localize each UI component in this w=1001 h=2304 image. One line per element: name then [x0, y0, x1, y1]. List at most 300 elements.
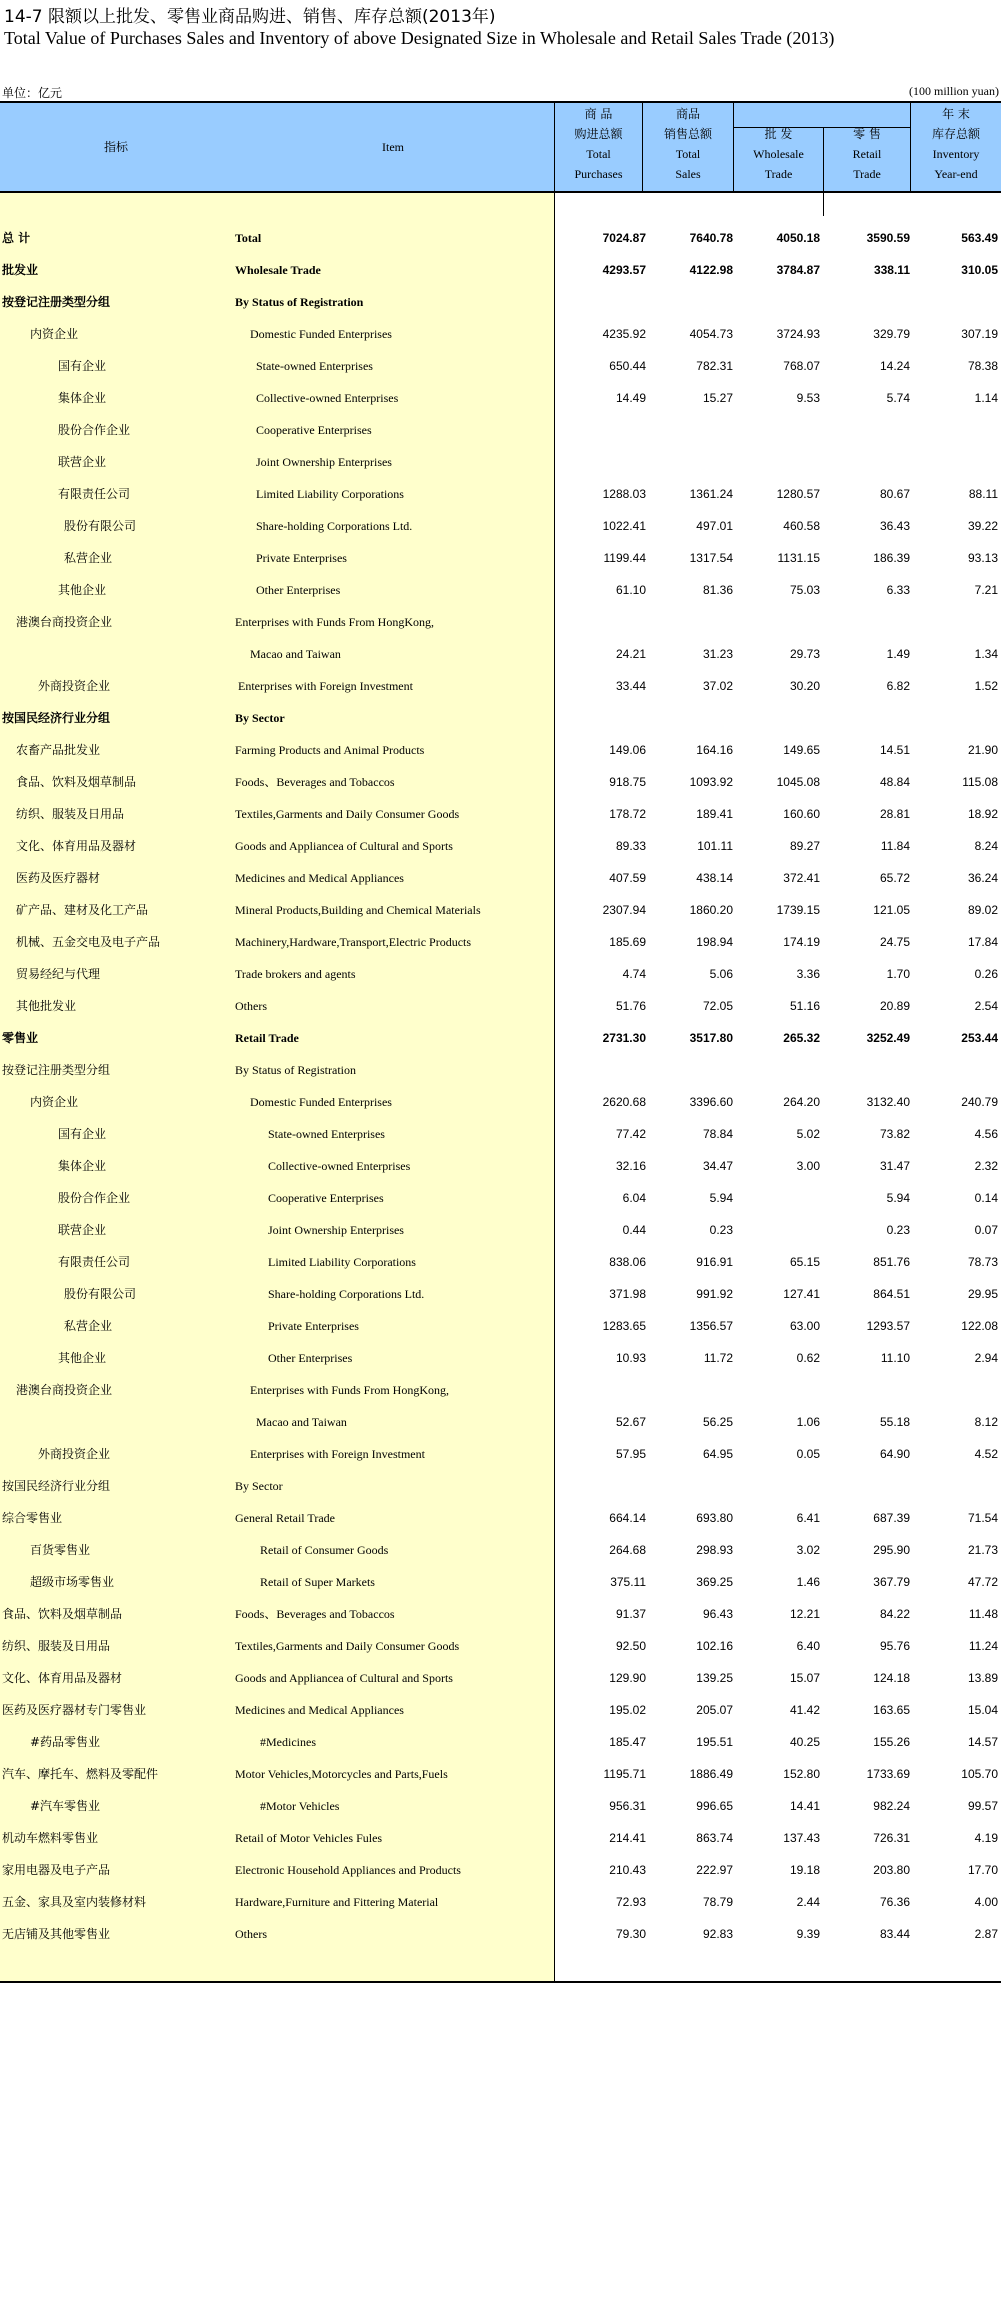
row-indicator-cn: 总 计 — [2, 231, 31, 245]
cell-purchases: 210.43 — [609, 1863, 646, 1877]
table-row — [0, 862, 1001, 894]
cell-inventory: 17.84 — [967, 935, 998, 949]
cell-sales: 205.07 — [696, 1703, 733, 1717]
table-row — [0, 1470, 1001, 1502]
cell-purchases: 1288.03 — [602, 487, 646, 501]
table-row — [0, 1310, 1001, 1342]
cell-retail: 14.51 — [879, 743, 910, 757]
cell-wholesale: 3724.93 — [776, 327, 820, 341]
cell-purchases: 664.14 — [609, 1511, 646, 1525]
row-item-en: Retail of Consumer Goods — [260, 1543, 389, 1557]
cell-inventory: 15.04 — [967, 1703, 998, 1717]
cell-wholesale: 768.07 — [783, 359, 820, 373]
cell-sales: 37.02 — [702, 679, 733, 693]
row-indicator-cn: 联营企业 — [58, 455, 107, 469]
cell-retail: 24.75 — [879, 935, 910, 949]
cell-inventory: 71.54 — [967, 1511, 998, 1525]
unit-label-chinese: 单位：亿元 — [2, 86, 63, 100]
table-title-english: Total Value of Purchases Sales and Inventory of above Designated Size in Wholesale and Retail Sales Trade (2013) — [4, 28, 835, 48]
row-item-en: Private Enterprises — [256, 551, 347, 565]
cell-sales: 4122.98 — [689, 263, 733, 277]
cell-purchases: 24.21 — [615, 647, 646, 661]
header-retail-en2: Trade — [853, 167, 881, 181]
cell-wholesale: 264.20 — [783, 1095, 820, 1109]
header-purchases-en1: Total — [586, 147, 611, 161]
cell-purchases: 264.68 — [609, 1543, 646, 1557]
cell-sales: 56.25 — [702, 1415, 733, 1429]
header-wholesale-en1: Wholesale — [753, 147, 804, 161]
cell-retail: 186.39 — [873, 551, 910, 565]
cell-sales: 5.06 — [709, 967, 733, 981]
cell-purchases: 77.42 — [615, 1127, 646, 1141]
cell-purchases: 650.44 — [609, 359, 646, 373]
cell-sales: 991.92 — [696, 1287, 733, 1301]
cell-purchases: 0.44 — [622, 1223, 646, 1237]
row-item-en: Retail Trade — [235, 1031, 299, 1045]
row-item-en: Limited Liability Corporations — [268, 1255, 416, 1269]
table-row — [0, 1278, 1001, 1310]
table-row — [0, 926, 1001, 958]
cell-retail: 295.90 — [873, 1543, 910, 1557]
cell-sales: 996.65 — [696, 1799, 733, 1813]
row-indicator-cn: 矿产品、建材及化工产品 — [16, 903, 149, 917]
table-row — [0, 222, 1001, 254]
cell-purchases: 918.75 — [609, 775, 646, 789]
cell-retail: 14.24 — [879, 359, 910, 373]
cell-wholesale: 127.41 — [783, 1287, 820, 1301]
row-indicator-cn: 有限责任公司 — [58, 1255, 131, 1269]
cell-retail: 83.44 — [879, 1927, 910, 1941]
row-indicator-cn: 按登记注册类型分组 — [2, 1063, 111, 1077]
cell-wholesale: 4050.18 — [776, 231, 820, 245]
header-purchases-cn2: 购进总额 — [574, 127, 623, 141]
row-item-en: Medicines and Medical Appliances — [235, 871, 404, 885]
row-item-en: Other Enterprises — [268, 1351, 353, 1365]
cell-sales: 1317.54 — [689, 551, 733, 565]
cell-wholesale: 51.16 — [789, 999, 820, 1013]
table-row — [0, 1150, 1001, 1182]
cell-wholesale: 0.05 — [796, 1447, 820, 1461]
row-item-en: Foods、Beverages and Tobaccos — [235, 1607, 395, 1621]
row-item-en: State-owned Enterprises — [268, 1127, 385, 1141]
cell-retail: 65.72 — [879, 871, 910, 885]
cell-wholesale: 63.00 — [789, 1319, 820, 1333]
cell-retail: 5.94 — [886, 1191, 910, 1205]
row-item-en: Electronic Household Appliances and Products — [235, 1863, 461, 1877]
cell-inventory: 78.73 — [967, 1255, 998, 1269]
table-row — [0, 414, 1001, 446]
cell-wholesale: 89.27 — [789, 839, 820, 853]
cell-wholesale: 3784.87 — [776, 263, 820, 277]
cell-purchases: 6.04 — [622, 1191, 646, 1205]
row-indicator-cn: 食品、饮料及烟草制品 — [16, 775, 137, 789]
cell-retail: 28.81 — [879, 807, 910, 821]
row-item-en: Domestic Funded Enterprises — [250, 1095, 392, 1109]
cell-wholesale: 137.43 — [783, 1831, 820, 1845]
table-row — [0, 766, 1001, 798]
cell-sales: 3396.60 — [689, 1095, 733, 1109]
cell-sales: 78.84 — [702, 1127, 733, 1141]
row-item-en: Goods and Appliancea of Cultural and Sports — [235, 839, 453, 853]
row-item-en: Motor Vehicles,Motorcycles and Parts,Fuels — [235, 1767, 448, 1781]
cell-inventory: 89.02 — [967, 903, 998, 917]
cell-purchases: 1283.65 — [602, 1319, 646, 1333]
cell-inventory: 4.52 — [974, 1447, 998, 1461]
cell-inventory: 307.19 — [961, 327, 998, 341]
row-item-en: Machinery,Hardware,Transport,Electric Products — [235, 935, 472, 949]
row-indicator-cn: 集体企业 — [58, 1159, 107, 1173]
row-item-en: Collective-owned Enterprises — [256, 391, 399, 405]
row-item-en: Foods、Beverages and Tobaccos — [235, 775, 395, 789]
cell-inventory: 99.57 — [967, 1799, 998, 1813]
cell-purchases: 371.98 — [609, 1287, 646, 1301]
cell-sales: 189.41 — [696, 807, 733, 821]
table-title-chinese: 14-7 限额以上批发、零售业商品购进、销售、库存总额(2013年) — [4, 7, 496, 27]
header-sales-cn1: 商品 — [675, 107, 700, 121]
cell-retail: 0.23 — [886, 1223, 910, 1237]
cell-sales: 497.01 — [696, 519, 733, 533]
row-indicator-cn: 外商投资企业 — [38, 679, 111, 693]
cell-retail: 55.18 — [879, 1415, 910, 1429]
table-row — [0, 542, 1001, 574]
header-wholesale — [734, 124, 823, 184]
row-indicator-cn: 家用电器及电子产品 — [2, 1863, 111, 1877]
cell-wholesale: 265.32 — [783, 1031, 820, 1045]
cell-wholesale: 75.03 — [789, 583, 820, 597]
row-indicator-cn: 集体企业 — [58, 391, 107, 405]
row-indicator-cn: 无店铺及其他零售业 — [2, 1927, 111, 1941]
row-indicator-cn: 其他企业 — [58, 583, 107, 597]
cell-retail: 31.47 — [879, 1159, 910, 1173]
header-sales-en2: Sales — [675, 167, 701, 181]
cell-inventory: 18.92 — [967, 807, 998, 821]
row-item-en: Joint Ownership Enterprises — [268, 1223, 404, 1237]
cell-inventory: 240.79 — [961, 1095, 998, 1109]
cell-sales: 1860.20 — [689, 903, 733, 917]
row-item-en: Mineral Products,Building and Chemical Materials — [235, 903, 481, 917]
cell-inventory: 115.08 — [962, 775, 998, 789]
row-item-en: Cooperative Enterprises — [268, 1191, 384, 1205]
cell-retail: 84.22 — [879, 1607, 910, 1621]
header-sales — [643, 104, 733, 184]
table-row — [0, 830, 1001, 862]
row-indicator-cn: 文化、体育用品及器材 — [2, 1671, 123, 1685]
cell-purchases: 33.44 — [615, 679, 646, 693]
header-purchases-en2: Purchases — [574, 167, 623, 181]
row-indicator-cn: 超级市场零售业 — [30, 1575, 115, 1589]
cell-inventory: 11.24 — [968, 1639, 998, 1653]
table-row — [0, 606, 1001, 638]
row-indicator-cn: 贸易经纪与代理 — [16, 967, 101, 981]
cell-inventory: 122.08 — [961, 1319, 998, 1333]
row-item-en: Retail of Motor Vehicles Fules — [235, 1831, 383, 1845]
cell-sales: 369.25 — [696, 1575, 733, 1589]
cell-purchases: 4235.92 — [602, 327, 646, 341]
table-row — [0, 1406, 1001, 1438]
cell-retail: 6.82 — [886, 679, 910, 693]
header-wholesale-cn: 批 发 — [764, 127, 793, 141]
row-indicator-cn: 私营企业 — [64, 551, 113, 565]
cell-sales: 164.16 — [696, 743, 733, 757]
cell-purchases: 10.93 — [615, 1351, 646, 1365]
cell-retail: 687.39 — [873, 1511, 910, 1525]
table-row — [0, 382, 1001, 414]
cell-purchases: 89.33 — [615, 839, 646, 853]
row-item-en: Enterprises with Funds From HongKong, — [235, 615, 434, 629]
cell-inventory: 93.13 — [967, 551, 998, 565]
cell-purchases: 4293.57 — [602, 263, 646, 277]
cell-wholesale: 40.25 — [789, 1735, 820, 1749]
cell-retail: 1.49 — [886, 647, 910, 661]
table-row — [0, 1694, 1001, 1726]
header-inventory-cn1: 年 末 — [942, 107, 970, 121]
cell-retail: 851.76 — [873, 1255, 910, 1269]
row-indicator-cn: 私营企业 — [64, 1319, 113, 1333]
cell-inventory: 310.05 — [961, 263, 998, 277]
cell-inventory: 0.07 — [974, 1223, 998, 1237]
cell-wholesale: 29.73 — [789, 647, 820, 661]
row-item-en: Medicines and Medical Appliances — [235, 1703, 404, 1717]
row-indicator-cn: 有限责任公司 — [58, 487, 131, 501]
cell-retail: 3132.40 — [866, 1095, 910, 1109]
cell-sales: 1356.57 — [689, 1319, 733, 1333]
row-indicator-cn: 其他批发业 — [16, 999, 77, 1013]
cell-retail: 73.82 — [879, 1127, 910, 1141]
row-indicator-cn: 港澳台商投资企业 — [16, 1383, 113, 1397]
cell-inventory: 2.32 — [974, 1159, 998, 1173]
cell-inventory: 39.22 — [967, 519, 998, 533]
cell-wholesale: 3.02 — [796, 1543, 820, 1557]
header-inventory — [911, 104, 1001, 184]
row-indicator-cn: 食品、饮料及烟草制品 — [2, 1607, 123, 1621]
cell-sales: 11.72 — [703, 1351, 733, 1365]
unit-label-english: (100 million yuan) — [909, 84, 999, 98]
row-item-en: Enterprises with Foreign Investment — [238, 679, 413, 693]
cell-wholesale: 0.62 — [796, 1351, 820, 1365]
cell-inventory: 36.24 — [967, 871, 998, 885]
table-row — [0, 1566, 1001, 1598]
cell-sales: 96.43 — [702, 1607, 733, 1621]
cell-purchases: 149.06 — [609, 743, 646, 757]
row-item-en: State-owned Enterprises — [256, 359, 373, 373]
cell-wholesale: 14.41 — [789, 1799, 820, 1813]
row-item-en: Collective-owned Enterprises — [268, 1159, 411, 1173]
row-indicator-cn: 股份合作企业 — [58, 423, 131, 437]
cell-retail: 203.80 — [873, 1863, 910, 1877]
row-indicator-cn: 农畜产品批发业 — [16, 743, 101, 757]
row-indicator-cn: 按国民经济行业分组 — [2, 711, 111, 725]
cell-wholesale: 41.42 — [789, 1703, 820, 1717]
cell-sales: 64.95 — [702, 1447, 733, 1461]
row-indicator-cn: 百货零售业 — [30, 1543, 91, 1557]
header-sales-cn2: 销售总额 — [663, 127, 712, 141]
cell-purchases: 838.06 — [609, 1255, 646, 1269]
table-row — [0, 734, 1001, 766]
cell-wholesale: 6.41 — [796, 1511, 820, 1525]
cell-inventory: 1.52 — [974, 679, 998, 693]
cell-wholesale: 3.36 — [796, 967, 820, 981]
cell-retail: 76.36 — [879, 1895, 910, 1909]
header-purchases-cn1: 商 品 — [584, 107, 613, 121]
cell-purchases: 51.76 — [615, 999, 646, 1013]
table-row — [0, 318, 1001, 350]
cell-retail: 3252.49 — [866, 1031, 910, 1045]
header-inventory-cn2: 库存总额 — [931, 127, 980, 141]
row-item-en: Retail of Super Markets — [260, 1575, 375, 1589]
cell-inventory: 21.90 — [967, 743, 998, 757]
row-item-en: #Medicines — [260, 1735, 316, 1749]
cell-inventory: 21.73 — [967, 1543, 998, 1557]
cell-purchases: 32.16 — [615, 1159, 646, 1173]
row-item-en: Share-holding Corporations Ltd. — [256, 519, 413, 533]
table-row — [0, 1342, 1001, 1374]
table-row — [0, 1790, 1001, 1822]
cell-retail: 11.84 — [880, 839, 910, 853]
row-item-en: #Motor Vehicles — [260, 1799, 340, 1813]
cell-wholesale: 19.18 — [789, 1863, 820, 1877]
cell-purchases: 52.67 — [615, 1415, 646, 1429]
cell-inventory: 11.48 — [968, 1607, 998, 1621]
table-row — [0, 990, 1001, 1022]
cell-inventory: 4.19 — [974, 1831, 998, 1845]
header-wholesale-en2: Trade — [764, 167, 793, 181]
table-row — [0, 1022, 1001, 1054]
cell-sales: 15.27 — [702, 391, 733, 405]
table-row — [0, 1438, 1001, 1470]
row-item-en: Wholesale Trade — [235, 263, 321, 277]
cell-retail: 155.26 — [873, 1735, 910, 1749]
cell-sales: 195.51 — [696, 1735, 733, 1749]
row-item-en: Macao and Taiwan — [250, 647, 341, 661]
cell-sales: 5.94 — [709, 1191, 733, 1205]
cell-inventory: 253.44 — [961, 1031, 998, 1045]
cell-wholesale: 65.15 — [789, 1255, 820, 1269]
cell-sales: 3517.80 — [689, 1031, 733, 1045]
table-row — [0, 1534, 1001, 1566]
table-row — [0, 798, 1001, 830]
cell-wholesale: 6.40 — [796, 1639, 820, 1653]
table-row — [0, 1726, 1001, 1758]
cell-inventory: 105.70 — [961, 1767, 998, 1781]
row-indicator-cn: 纺织、服装及日用品 — [2, 1639, 111, 1653]
cell-sales: 438.14 — [696, 871, 733, 885]
cell-purchases: 4.74 — [622, 967, 646, 981]
header-indicator: 指标 — [103, 140, 128, 154]
table-row — [0, 510, 1001, 542]
row-item-en: Domestic Funded Enterprises — [250, 327, 392, 341]
header-bottom-rule — [0, 191, 1001, 193]
cell-inventory: 47.72 — [967, 1575, 998, 1589]
row-indicator-cn: 按登记注册类型分组 — [2, 295, 111, 309]
cell-inventory: 563.49 — [961, 231, 998, 245]
cell-sales: 78.79 — [702, 1895, 733, 1909]
cell-inventory: 17.70 — [967, 1863, 998, 1877]
cell-purchases: 956.31 — [609, 1799, 646, 1813]
cell-purchases: 1195.71 — [603, 1767, 646, 1781]
row-item-en: Hardware,Furniture and Fittering Material — [235, 1895, 439, 1909]
row-indicator-cn: 零售业 — [2, 1031, 39, 1045]
row-indicator-cn: 纺织、服装及日用品 — [16, 807, 125, 821]
cell-sales: 198.94 — [696, 935, 733, 949]
cell-sales: 693.80 — [696, 1511, 733, 1525]
table-row — [0, 1054, 1001, 1086]
row-item-en: Farming Products and Animal Products — [235, 743, 425, 757]
cell-inventory: 2.54 — [974, 999, 998, 1013]
table-row — [0, 1662, 1001, 1694]
row-item-en: Enterprises with Foreign Investment — [250, 1447, 425, 1461]
cell-wholesale: 1.06 — [796, 1415, 820, 1429]
row-item-en: General Retail Trade — [235, 1511, 335, 1525]
cell-purchases: 2731.30 — [602, 1031, 646, 1045]
table-row — [0, 1086, 1001, 1118]
cell-retail: 367.79 — [873, 1575, 910, 1589]
cell-retail: 329.79 — [873, 327, 910, 341]
cell-wholesale: 149.65 — [783, 743, 820, 757]
row-item-en: Macao and Taiwan — [256, 1415, 347, 1429]
cell-retail: 11.10 — [880, 1351, 910, 1365]
cell-sales: 916.91 — [696, 1255, 733, 1269]
cell-inventory: 13.89 — [967, 1671, 998, 1685]
table-row — [0, 254, 1001, 286]
cell-sales: 102.16 — [696, 1639, 733, 1653]
row-item-en: By Status of Registration — [235, 1063, 356, 1077]
cell-wholesale: 5.02 — [796, 1127, 820, 1141]
cell-inventory: 1.14 — [974, 391, 998, 405]
cell-retail: 864.51 — [873, 1287, 910, 1301]
cell-retail: 1733.69 — [866, 1767, 910, 1781]
row-indicator-cn: 内资企业 — [30, 327, 79, 341]
cell-sales: 1093.92 — [689, 775, 733, 789]
row-indicator-cn: 股份合作企业 — [58, 1191, 131, 1205]
cell-inventory: 2.94 — [974, 1351, 998, 1365]
row-indicator-cn: 内资企业 — [30, 1095, 79, 1109]
cell-inventory: 78.38 — [967, 359, 998, 373]
row-item-en: Private Enterprises — [268, 1319, 359, 1333]
cell-inventory: 29.95 — [967, 1287, 998, 1301]
row-item-en: Textiles,Garments and Daily Consumer Goods — [235, 1639, 460, 1653]
cell-inventory: 8.24 — [974, 839, 998, 853]
cell-purchases: 129.90 — [609, 1671, 646, 1685]
cell-sales: 34.47 — [702, 1159, 733, 1173]
cell-wholesale: 15.07 — [789, 1671, 820, 1685]
row-indicator-cn: 综合零售业 — [2, 1511, 63, 1525]
row-indicator-cn: 机动车燃料零售业 — [2, 1831, 99, 1845]
row-item-en: Goods and Appliancea of Cultural and Sports — [235, 1671, 453, 1685]
cell-retail: 3590.59 — [866, 231, 910, 245]
cell-purchases: 178.72 — [609, 807, 646, 821]
row-indicator-cn: 港澳台商投资企业 — [16, 615, 113, 629]
cell-purchases: 195.02 — [609, 1703, 646, 1717]
cell-wholesale: 1131.15 — [777, 551, 820, 565]
table-row — [0, 478, 1001, 510]
row-indicator-cn: 文化、体育用品及器材 — [16, 839, 137, 853]
cell-purchases: 72.93 — [615, 1895, 646, 1909]
row-item-en: Cooperative Enterprises — [256, 423, 372, 437]
row-indicator-cn: 机械、五金交电及电子产品 — [16, 935, 161, 949]
cell-sales: 1361.24 — [689, 487, 733, 501]
table-row — [0, 1886, 1001, 1918]
row-item-en: Total — [235, 231, 262, 245]
cell-sales: 782.31 — [696, 359, 733, 373]
cell-purchases: 407.59 — [609, 871, 646, 885]
cell-purchases: 2307.94 — [602, 903, 646, 917]
cell-retail: 48.84 — [879, 775, 910, 789]
cell-retail: 5.74 — [886, 391, 910, 405]
cell-sales: 0.23 — [709, 1223, 733, 1237]
cell-purchases: 7024.87 — [602, 231, 646, 245]
cell-sales: 7640.78 — [689, 231, 733, 245]
cell-wholesale: 9.53 — [796, 391, 820, 405]
